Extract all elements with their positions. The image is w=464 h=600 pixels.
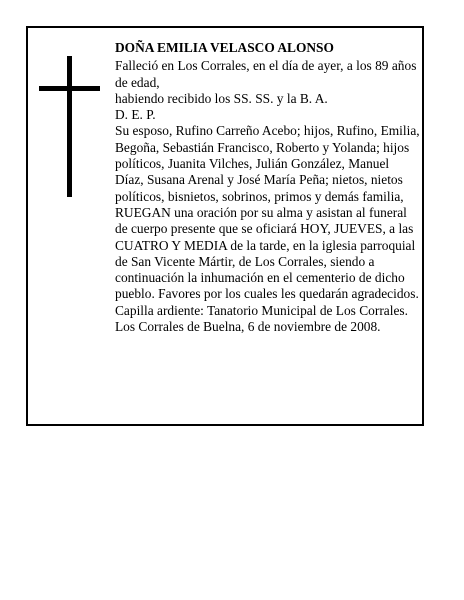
- obituary-text: [115, 40, 420, 335]
- funeral-request: RUEGAN una oración por su alma y asistan al funeral de cuerpo presente que se oficiará HOY, JUEVES, a las CUATRO Y MEDIA de la tarde, en la iglesia parroquial de San Vicente Mártir, de Los Corrales, siendo a continuación la inhumación en el cementerio de dicho pueblo. Favores por los cuales les quedarán agradecidos. Capilla ardiente: Tanatorio Municipal de Los Corrales.: [115, 204, 419, 318]
- deceased-name: DOÑA EMILIA VELASCO ALONSO: [115, 40, 334, 55]
- cross-vertical-bar: [67, 56, 72, 197]
- death-announcement: Falleció en Los Corrales, en el día de ayer, a los 89 años de edad,: [115, 58, 417, 90]
- obituary-notice: [26, 26, 424, 426]
- rest-in-peace: D. E. P.: [115, 107, 156, 123]
- sacraments-received: habiendo recibido los SS. SS. y la B. A.: [115, 90, 328, 106]
- family-list: Su esposo, Rufino Carreño Acebo; hijos, Rufino, Emilia, Begoña, Sebastián Francisco, Roberto y Yolanda; hijos políticos, Juanita Vilches, Julián González, Manuel Díaz, Susana Arenal y José María Peña; nietos, nietos políticos, bisnietos, sobrinos, primos y demás familia,: [115, 123, 420, 204]
- place-and-date: Los Corrales de Buelna, 6 de noviembre de 2008.: [115, 319, 381, 335]
- cross-horizontal-bar: [39, 86, 100, 91]
